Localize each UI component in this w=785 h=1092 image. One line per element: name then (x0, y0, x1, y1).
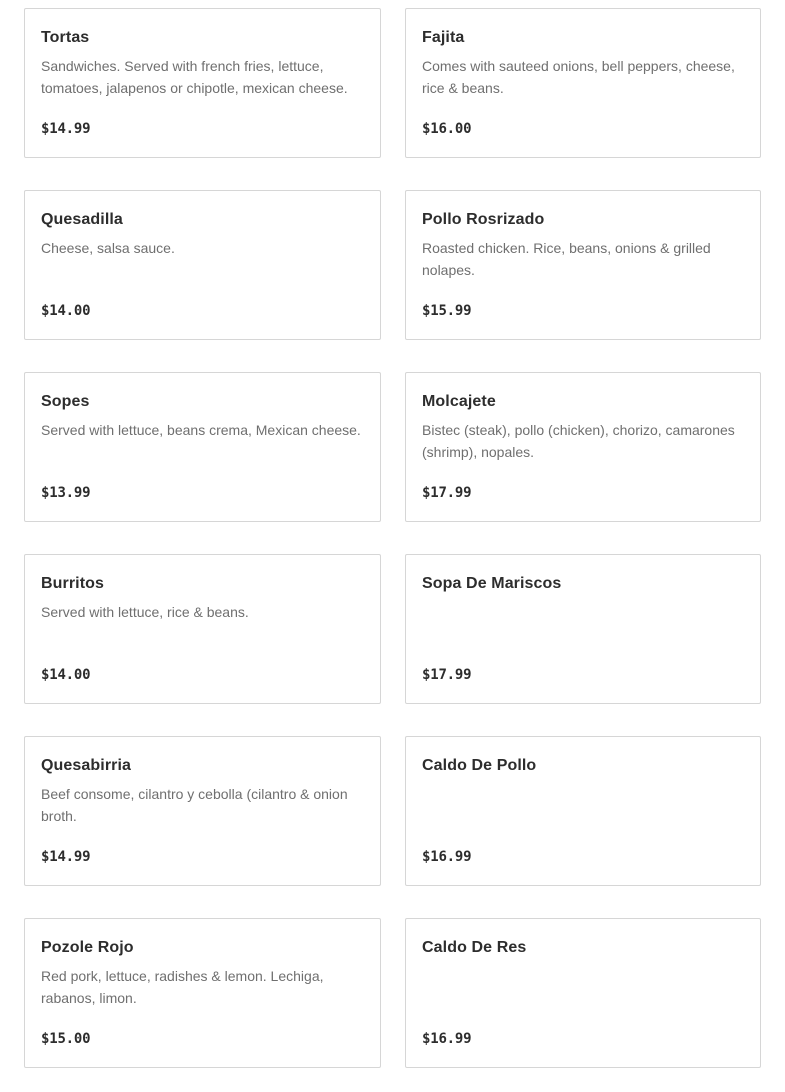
item-price: $15.99 (422, 303, 472, 319)
menu-item-card-pollo-rosrizado[interactable] (405, 190, 761, 340)
item-description: Served with lettuce, beans crema, Mexican cheese. (41, 422, 361, 438)
item-description: Bistec (steak), pollo (chicken), chorizo, camarones (shrimp), nopales. (422, 422, 735, 460)
menu-item-card-quesabirria[interactable] (24, 736, 381, 886)
menu-item-card-fajita[interactable] (405, 8, 761, 158)
item-price: $15.00 (41, 1031, 91, 1047)
menu-item-card-sopa-de-mariscos[interactable] (405, 554, 761, 704)
item-description: Sandwiches. Served with french fries, lettuce, tomatoes, jalapenos or chipotle, mexican cheese. (41, 58, 348, 96)
item-price: $17.99 (422, 485, 472, 501)
item-name: Caldo De Pollo (422, 757, 537, 774)
menu-item-card-pozole-rojo[interactable] (24, 918, 381, 1068)
item-description: Beef consome, cilantro y cebolla (cilantro & onion broth. (41, 786, 348, 824)
item-price: $14.99 (41, 849, 91, 865)
item-description: Cheese, salsa sauce. (41, 240, 175, 256)
item-description: Roasted chicken. Rice, beans, onions & grilled nolapes. (422, 240, 711, 278)
item-description: Served with lettuce, rice & beans. (41, 604, 249, 620)
item-name: Molcajete (422, 393, 496, 410)
item-price: $14.00 (41, 667, 91, 683)
item-description: Comes with sauteed onions, bell peppers, cheese, rice & beans. (422, 58, 735, 96)
item-name: Quesadilla (41, 211, 123, 228)
menu-item-card-burritos[interactable] (24, 554, 381, 704)
item-name: Sopa De Mariscos (422, 575, 562, 592)
item-name: Pozole Rojo (41, 939, 134, 956)
item-price: $16.00 (422, 121, 472, 137)
menu-item-card-caldo-de-pollo[interactable] (405, 736, 761, 886)
item-price: $14.00 (41, 303, 91, 319)
item-name: Fajita (422, 29, 465, 46)
item-name: Pollo Rosrizado (422, 211, 545, 228)
menu-item-card-sopes[interactable] (24, 372, 381, 522)
item-price: $14.99 (41, 121, 91, 137)
item-name: Quesabirria (41, 757, 132, 774)
menu-item-card-quesadilla[interactable] (24, 190, 381, 340)
item-price: $17.99 (422, 667, 472, 683)
item-name: Burritos (41, 575, 105, 592)
menu-item-card-molcajete[interactable] (405, 372, 761, 522)
item-name: Caldo De Res (422, 939, 527, 956)
item-price: $16.99 (422, 1031, 472, 1047)
item-price: $16.99 (422, 849, 472, 865)
menu-item-card-tortas[interactable] (24, 8, 381, 158)
item-name: Tortas (41, 29, 90, 46)
item-name: Sopes (41, 393, 90, 410)
menu-item-card-caldo-de-res[interactable] (405, 918, 761, 1068)
menu-grid (24, 8, 761, 1068)
item-description: Red pork, lettuce, radishes & lemon. Lechiga, rabanos, limon. (41, 968, 324, 1006)
item-price: $13.99 (41, 485, 91, 501)
